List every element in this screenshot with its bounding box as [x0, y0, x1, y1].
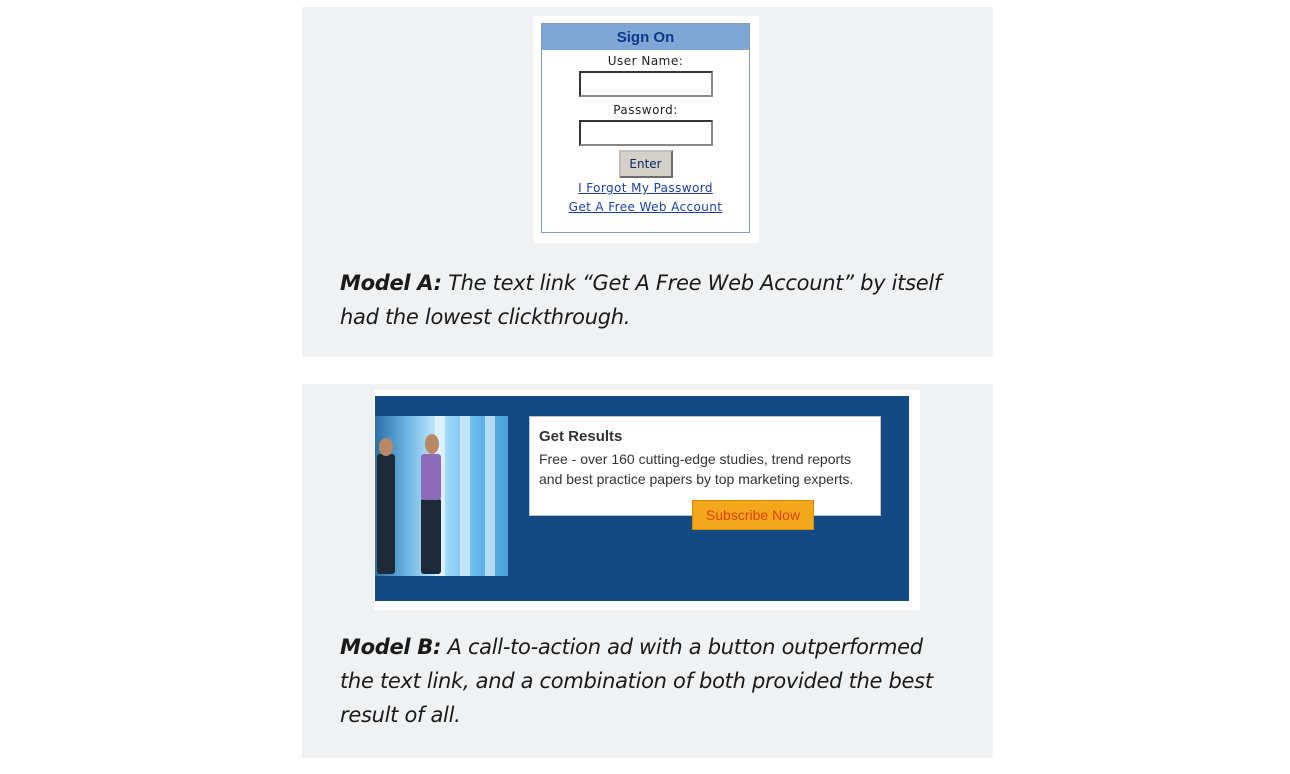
- ad-title: Get Results: [539, 428, 623, 445]
- model-b-caption: [340, 630, 960, 732]
- model-b-caption-text: A call-to-action ad with a button outperformed the text link, and a combination of both provided the best result of all.: [340, 635, 933, 727]
- model-a-caption-text: The text link “Get A Free Web Account” by itself had the lowest clickthrough.: [340, 271, 942, 329]
- password-input[interactable]: [579, 120, 713, 146]
- enter-button[interactable]: Enter: [619, 150, 673, 178]
- model-a-caption: [340, 266, 960, 334]
- model-b-caption-lead: Model B:: [340, 635, 442, 659]
- subscribe-now-button[interactable]: Subscribe Now: [692, 500, 814, 530]
- ad-business-people-image: [375, 416, 508, 576]
- username-label: User Name:: [607, 54, 684, 68]
- password-label: Password:: [613, 103, 678, 117]
- forgot-password-link[interactable]: I Forgot My Password: [578, 181, 713, 195]
- signon-widget: [534, 16, 759, 243]
- ad-body: Free - over 160 cutting-edge studies, trend reports and best practice papers by top marketing experts.: [539, 451, 854, 487]
- signon-title: Sign On: [542, 24, 749, 50]
- model-b-panel: [302, 384, 993, 758]
- signon-box: [541, 23, 750, 233]
- ad-background: [375, 396, 909, 601]
- model-a-panel: [302, 7, 993, 357]
- cta-ad: [374, 390, 920, 610]
- username-input[interactable]: [579, 71, 713, 97]
- model-a-caption-lead: Model A:: [340, 271, 442, 295]
- free-web-account-link[interactable]: Get A Free Web Account: [568, 200, 723, 214]
